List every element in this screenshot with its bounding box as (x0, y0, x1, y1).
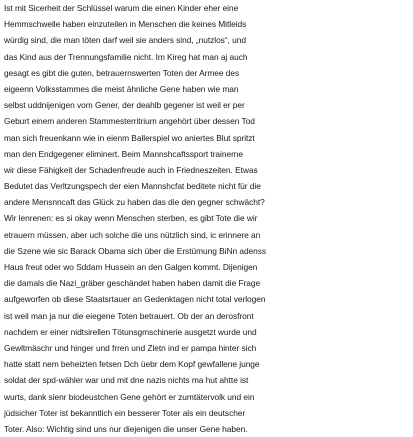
text-line: aufgeworfen ob diese Staatsrtauer an Gedenktagen nicht total verlogen (4, 294, 266, 305)
text-line: nachdem er einer nidtsirellen Tötunsgmschinerie ausgetzt wurde und (4, 326, 257, 337)
text-line: selbst uddnijenigen vom Gener, der deahlb gegener ist weil er per (4, 100, 245, 111)
text-line: ist weil man ja nur die eiegene Toten betrauert. Ob der an derosfront (4, 310, 254, 321)
text-line: eigeenn Volksstammes die meist ähnliche Gene haben wie man (4, 83, 239, 94)
text-line: Toter. Also: Wichtig sind uns nur diejenigen die unser Gene haben. (4, 423, 248, 434)
text-line: die Szene wie sic Barack Obama sich über die Erstümung BiNn adenss (4, 245, 267, 256)
text-line: Ist mit Sicerheit der Schlüssel warum die einen Kinder eher eine (4, 3, 239, 13)
text-line: soldat der spd-wähler war und mit dne nazis nichts ma hut ahtte ist (4, 375, 249, 386)
text-line: würdig sind, die man töten darf weil sie anders sind, „nutzlos“, und (4, 35, 246, 46)
text-line: das Kind aus der Trennungsfamilie nicht. Im Kireg hat man aj auch (4, 51, 248, 62)
text-line: hatte statt nem beheizten fetsen Dch üebr dem Kopf gewfallene junge (4, 359, 260, 370)
essay-text (4, 0, 413, 437)
text-line: Hemmschwelle haben einzuteilen in Menschen die keines Mitleids (4, 19, 247, 30)
text-line: Geburt einem anderen Stammesterritrium angehört über dessen Tod (4, 116, 255, 127)
text-line: wurts, dank sienr biodeustchen Gene gehört er zumtätervolk und ein (4, 391, 255, 402)
text-line: andere Mensnncaft das Glück zu haben das die den gegner schwächt? (4, 197, 265, 208)
text-line: etrauern müssen, aber uch solche die uns nützlich sind, ic erinnere an (4, 229, 261, 240)
text-line: wir diese Fähigkeit der Schadenfreude auch in Friedneszeiten. Etwas (4, 164, 258, 175)
text-line: jüdsicher Toter ist bekanntlich ein besserer Toter als ein deutscher (4, 407, 246, 418)
text-line: man den Endgegener eliminert. Beim Mannshcaftssport trainerne (4, 148, 244, 159)
text-line: Bedutet das Verltzungspech der eien Mannshcfat beditete nicht für die (4, 181, 261, 192)
text-line: Gewltmäschr und hinger und frren und Zletn ind er pampa hinter sich (4, 342, 257, 353)
text-line: Haus freut oder wo Sddam Hussein an den Galgen kommt. Dijenigen (4, 262, 258, 272)
text-line: die damals die Nazi_gräber geschändet haben haben damit die Frage (4, 278, 261, 289)
text-line: man sich freuenkann wie in eienm Ballerspiel wo aniertes Blut spritzt (4, 132, 255, 143)
text-line: gesagt es gibt die guten, betrauernswerten Toten der Armee des (4, 67, 240, 78)
text-line: Wir lenrenen: es si okay wenn Menschen sterben, es gibt Tote die wir (4, 213, 258, 224)
